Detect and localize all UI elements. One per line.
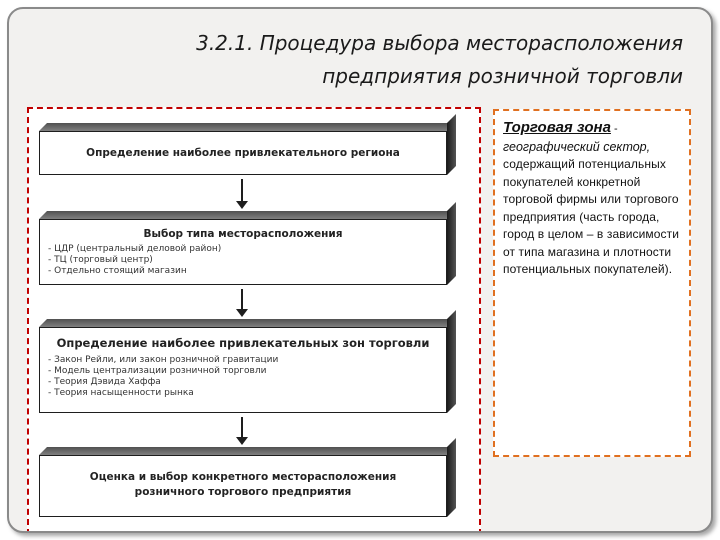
list-item: - ЦДР (центральный деловой район) [48, 244, 221, 255]
step-box-final-selection [39, 455, 447, 517]
list-item: - ТЦ (торговый центр) [48, 255, 221, 266]
slide-title-line-2: предприятия розничной торговли [322, 64, 683, 88]
location-type-list [48, 244, 221, 277]
slide-title [43, 27, 683, 93]
procedure-diagram [27, 107, 481, 533]
definition-panel [493, 109, 691, 457]
list-item: - Теория насыщенности рынка [48, 388, 278, 399]
definition-term: Торговая зона [503, 119, 611, 136]
slide-frame [7, 7, 713, 533]
list-item: - Модель централизации розничной торговли [48, 366, 278, 377]
slide-title-line-1: 3.2.1. Процедура выбора месторасположения [196, 31, 683, 55]
arrow-down-icon [235, 179, 249, 209]
step-title-final-line-2: розничного торгового предприятия [134, 486, 352, 498]
list-item: - Теория Дэвида Хаффа [48, 377, 278, 388]
step-title-trade-zones: Определение наиболее привлекательных зон торговли [56, 336, 430, 350]
step-title-location-type: Выбор типа месторасположения [143, 228, 343, 240]
definition-body: содержащий потенциальных покупателей конкретной торговой фирмы или торгового предприятия (часть города, город в целом – в зависимости от типа магазина и плотности потенциальных покупателей). [503, 157, 680, 276]
step-box-trade-zones [39, 327, 447, 413]
arrow-down-icon [235, 289, 249, 317]
list-item: - Закон Рейли, или закон розничной гравитации [48, 355, 278, 366]
step-title-final-line-1: Оценка и выбор конкретного месторасположения [89, 471, 397, 483]
step-box-region [39, 131, 447, 175]
step-title-final-selection [40, 470, 446, 500]
step-title-region: Определение наиболее привлекательного региона [86, 147, 400, 159]
definition-dash: - [610, 123, 618, 135]
definition-lead: географический сектор, [503, 140, 651, 154]
step-box-location-type [39, 219, 447, 285]
arrow-down-icon [235, 417, 249, 445]
trade-zone-theories-list [48, 355, 278, 399]
list-item: - Отдельно стоящий магазин [48, 266, 221, 277]
